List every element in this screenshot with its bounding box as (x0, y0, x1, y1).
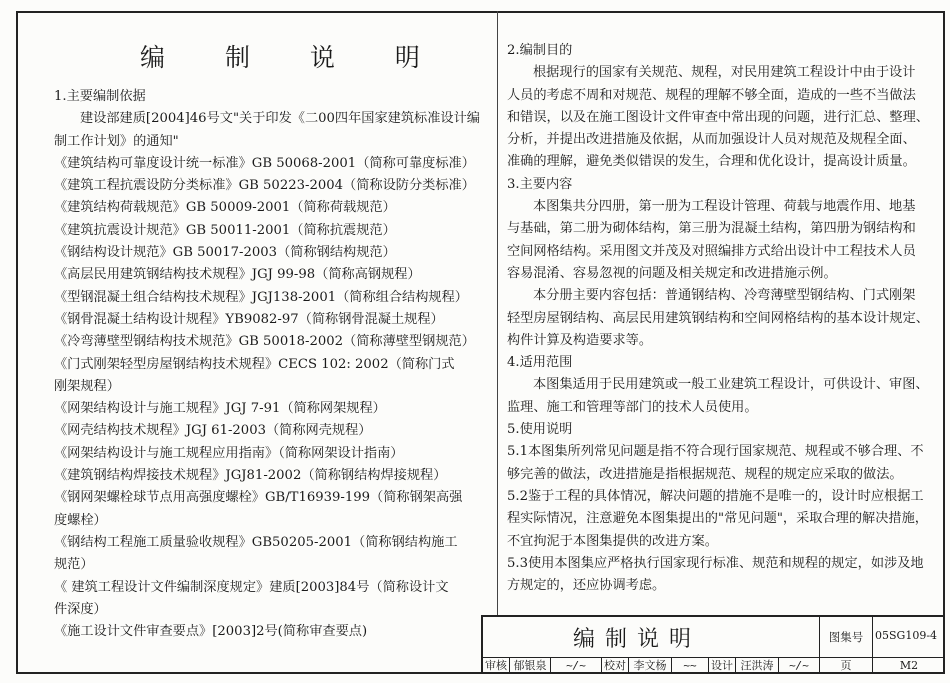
text-line: 构件计算及构造要求等。 (507, 332, 653, 348)
reviewer-signature: ~/~ (551, 658, 602, 674)
text-line: 本图集共分四册，第一册为工程设计管理、荷载与地震作用、地基 (533, 199, 916, 215)
text-line: 《钢骨混凝土结构设计规程》YB9082-97（简称钢骨混凝土规程） (54, 311, 444, 327)
title-block-row-signatures (483, 658, 945, 674)
title-block-title: 编制说明 (573, 627, 702, 652)
text-line: 《建筑工程抗震设防分类标准》GB 50223-2004（简称设防分类标准） (54, 178, 475, 194)
text-line: 《建筑结构可靠度设计统一标准》GB 50068-2001（简称可靠度标准） (54, 155, 475, 171)
text-line: 5.1本图集所列常见问题是指不符合现行国家规范、规程或不够合理、不 (507, 444, 924, 460)
atlas-number-label: 图集号 (819, 617, 873, 657)
text-line: 5.2鉴于工程的具体情况，解决问题的措施不是唯一的，设计时应根据工 (507, 488, 924, 504)
text-line: 《门式刚架轻型房屋钢结构技术规程》CECS 102: 2002（简称门式 (54, 356, 455, 372)
text-line: 《钢网架螺栓球节点用高强度螺栓》GB/T16939-199（简称钢架高强 (54, 490, 463, 506)
text-line: 《钢结构设计规范》GB 50017-2003（简称钢结构规范） (54, 245, 396, 261)
text-line: 《建筑钢结构焊接技术规程》JGJ81-2002（简称钢结构焊接规程） (54, 468, 447, 484)
atlas-number: 05SG109-4 (875, 629, 938, 642)
text-line: 《施工设计文件审查要点》[2003]2号(简称审查要点) (54, 624, 368, 640)
text-line: 不宜拘泥于本图集提供的改进方案。 (507, 533, 718, 549)
left-column (52, 86, 492, 643)
text-line: 轻型房屋钢结构、高层民用建筑钢结构和空间网格结构的基本设计规定、 (507, 310, 929, 326)
text-line: 制工作计划》的通知" (54, 133, 179, 149)
text-line: 监理、施工和管理等部门的技术人员使用。 (507, 399, 758, 415)
text-line: 分析，并提出改进措施及依据，从而加强设计人员对规范及规程全面、 (507, 132, 916, 148)
text-line: 《钢结构工程施工质量验收规程》GB50205-2001（简称钢结构施工 (54, 534, 458, 550)
text-line: 4.适用范围 (507, 355, 573, 371)
text-line: 人员的考虑不周和对规范、规程的理解不够全面，造成的一些不当做法 (507, 87, 916, 103)
reviewer-name: 郁银泉 (510, 658, 551, 674)
proofreader-name: 李文杨 (629, 658, 672, 674)
title-block-row-main (483, 617, 945, 658)
title-block (481, 615, 945, 674)
designer-signature: ~/~ (779, 658, 820, 674)
text-line: 准确的理解，避免类似错误的发生，合理和优化设计，提高设计质量。 (507, 154, 916, 170)
column-divider (497, 11, 498, 615)
review-label: 审核 (483, 658, 510, 674)
text-line: 规范） (54, 557, 94, 573)
text-line: 5.3使用本图集应严格执行国家现行标准、规范和规程的规定，如涉及地 (507, 555, 924, 571)
text-line: 根据现行的国家有关规范、规程，对民用建筑工程设计中由于设计 (533, 65, 916, 81)
text-line: 本分册主要内容包括：普通钢结构、冷弯薄壁型钢结构、门式刚架 (533, 288, 916, 304)
text-line: 《型钢混凝土组合结构技术规程》JGJ138-2001（简称组合结构规程） (54, 289, 468, 305)
text-line: 2.编制目的 (507, 43, 573, 58)
text-line: 容易混淆、容易忽视的问题及相关规定和改进措施示例。 (507, 265, 837, 281)
text-line: 《网架结构设计与施工规程应用指南》（简称网架设计指南） (54, 445, 404, 461)
text-line: 度螺栓） (54, 512, 107, 528)
text-line: 1.主要编制依据 (54, 89, 146, 104)
text-line: 件深度） (54, 601, 107, 617)
page-label: 页 (820, 658, 873, 674)
text-line: 3.主要内容 (507, 176, 573, 192)
text-line: 《建筑结构荷载规范》GB 50009-2001（简称荷载规范） (54, 200, 396, 216)
text-line: 方规定的，还应协调考虑。 (507, 578, 666, 594)
proof-label: 校对 (602, 658, 629, 674)
text-line: 刚架规程） (54, 378, 120, 394)
designer-name: 汪洪涛 (736, 658, 779, 674)
text-line: 与基础，第二册为砌体结构，第三册为混凝土结构，第四册为钢结构和 (507, 221, 916, 237)
text-line: 建设部建质[2004]46号文"关于印发《二00四年国家建筑标准设计编 (80, 111, 480, 127)
page-title: 编 制 说 明 (140, 43, 446, 72)
text-line: 《冷弯薄壁型钢结构技术规范》GB 50018-2002（简称薄壁型钢规范） (54, 334, 475, 350)
text-line: 5.使用说明 (507, 422, 573, 438)
text-line: 《高层民用建筑钢结构技术规程》JGJ 99-98（简称高钢规程） (54, 267, 421, 283)
text-line: 《建筑抗震设计规范》GB 50011-2001（简称抗震规范） (54, 222, 396, 238)
text-line: 程实际情况，注意避免本图集提出的"常见问题"，采取合理的解决措施， (507, 511, 928, 527)
text-line: 《网壳结构技术规程》JGJ 61-2003（简称网壳规程） (54, 423, 372, 439)
text-line: 《 建筑工程设计文件编制深度规定》建质[2003]84号（简称设计文 (54, 579, 449, 595)
proofreader-signature: ~~ (672, 658, 709, 674)
text-line: 空间网格结构。采用图文并茂及对照编排方式给出设计中工程技术人员 (507, 243, 916, 259)
text-line: 本图集适用于民用建筑或一般工业建筑工程设计，可供设计、审图、 (533, 377, 929, 393)
design-label: 设计 (709, 658, 736, 674)
text-line: 够完善的做法，改进措施是指根据规范、规程的规定应采取的做法。 (507, 466, 903, 482)
page-number: M2 (899, 659, 919, 672)
text-line: 和错误，以及在施工图设计文件审查中常出现的问题，进行汇总、整理、 (507, 109, 929, 125)
text-line: 《网架结构设计与施工规程》JGJ 7-91（简称网架规程） (54, 401, 386, 417)
right-column (505, 40, 935, 597)
